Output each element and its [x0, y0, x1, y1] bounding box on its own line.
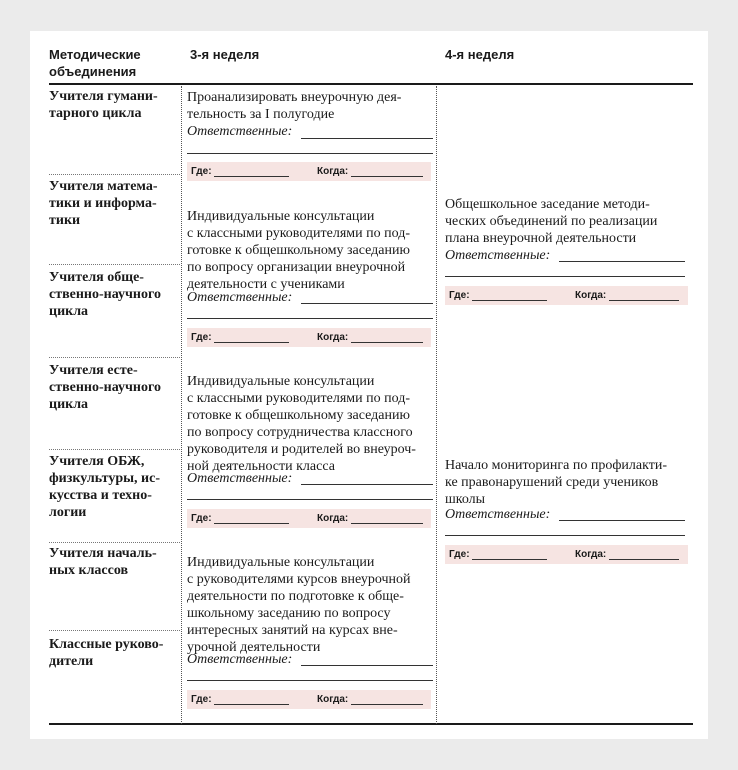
responsible-label: Ответственные:	[187, 471, 293, 486]
where-label: Где:	[191, 166, 212, 177]
responsible-field-line[interactable]	[187, 318, 433, 319]
where-when-bar	[187, 690, 431, 709]
footer-rule	[49, 723, 693, 725]
when-label: Когда:	[317, 694, 349, 705]
responsible-label: Ответственные:	[187, 124, 293, 139]
where-when-bar	[187, 328, 431, 347]
group-natural-sciences: Учителя есте- ственно-научного цикла	[49, 363, 161, 412]
group-obzh-pe-arts: Учителя ОБЖ, физкультуры, ис- кусства и техно- логии	[49, 454, 160, 520]
where-field[interactable]	[472, 559, 547, 560]
week3-task-2: Индивидуальные консультации с классными руководителями по под- готовке к общешкольному заседанию по вопросу организации внеурочной деятельности с учениками	[187, 209, 411, 292]
when-label: Когда:	[317, 513, 349, 524]
column-divider-2	[436, 86, 437, 724]
when-field[interactable]	[609, 559, 679, 560]
group-separator	[49, 542, 180, 543]
responsible-field[interactable]	[301, 138, 433, 139]
responsible-field-line[interactable]	[445, 276, 685, 277]
column-divider-1	[181, 86, 182, 724]
group-separator	[49, 357, 180, 358]
group-separator	[49, 264, 180, 265]
where-label: Где:	[191, 694, 212, 705]
responsible-field[interactable]	[301, 665, 433, 666]
responsible-field-line[interactable]	[187, 499, 433, 500]
when-label: Когда:	[575, 549, 607, 560]
group-math-informatics: Учителя матема- тики и информа- тики	[49, 179, 158, 228]
responsible-field[interactable]	[301, 303, 433, 304]
responsible-field[interactable]	[301, 484, 433, 485]
when-label: Когда:	[317, 332, 349, 343]
where-label: Где:	[191, 513, 212, 524]
where-when-bar	[187, 509, 431, 528]
group-separator	[49, 630, 180, 631]
header-rule	[49, 83, 693, 85]
responsible-label: Ответственные:	[187, 290, 293, 305]
where-field[interactable]	[214, 704, 289, 705]
week3-task-3: Индивидуальные консультации с классными руководителями по под- готовке к общешкольному заседанию по вопросу сотрудничества классного руководителя и родителей во внеуроч- ной деятельности класса	[187, 374, 416, 474]
when-label: Когда:	[317, 166, 349, 177]
responsible-label: Ответственные:	[187, 652, 293, 667]
week3-task-1: Проанализировать внеурочную дея- тельность за I полугодие	[187, 90, 402, 122]
where-label: Где:	[191, 332, 212, 343]
header-col-week4: 4-я неделя	[445, 47, 515, 62]
responsible-field[interactable]	[559, 520, 685, 521]
where-when-bar	[187, 162, 431, 181]
where-label: Где:	[449, 290, 470, 301]
when-field[interactable]	[351, 704, 423, 705]
group-separator	[49, 174, 180, 175]
group-social-sciences: Учителя обще- ственно-научного цикла	[49, 270, 161, 319]
group-humanities: Учителя гумани- тарного цикла	[49, 89, 158, 121]
header-col-groups: Методические объединения	[49, 47, 141, 79]
group-separator	[49, 449, 180, 450]
when-label: Когда:	[575, 290, 607, 301]
header-col-week3: 3-я неделя	[190, 47, 260, 62]
when-field[interactable]	[609, 300, 679, 301]
group-class-teachers: Классные руково- дители	[49, 637, 164, 669]
when-field[interactable]	[351, 523, 423, 524]
where-field[interactable]	[214, 176, 289, 177]
week4-task-1: Общешкольное заседание методи- ческих объединений по реализации плана внеурочной деятельности	[445, 197, 658, 246]
responsible-label: Ответственные:	[445, 248, 551, 263]
where-label: Где:	[449, 549, 470, 560]
where-when-bar	[445, 545, 688, 564]
group-primary-teachers: Учителя началь- ных классов	[49, 546, 157, 578]
responsible-label: Ответственные:	[445, 507, 551, 522]
week4-task-2: Начало мониторинга по профилакти- ке правонарушений среди учеников школы	[445, 458, 667, 507]
week3-task-4: Индивидуальные консультации с руководителями курсов внеурочной деятельности по подготовке к обще- школьному заседанию по вопросу интересных занятий на курсах вне- урочной деятельности	[187, 555, 411, 655]
where-field[interactable]	[214, 523, 289, 524]
when-field[interactable]	[351, 342, 423, 343]
plan-page	[30, 31, 708, 739]
where-when-bar	[445, 286, 688, 305]
when-field[interactable]	[351, 176, 423, 177]
responsible-field[interactable]	[559, 261, 685, 262]
responsible-field-line[interactable]	[187, 680, 433, 681]
responsible-field-line[interactable]	[187, 153, 433, 154]
responsible-field-line[interactable]	[445, 535, 685, 536]
where-field[interactable]	[214, 342, 289, 343]
where-field[interactable]	[472, 300, 547, 301]
